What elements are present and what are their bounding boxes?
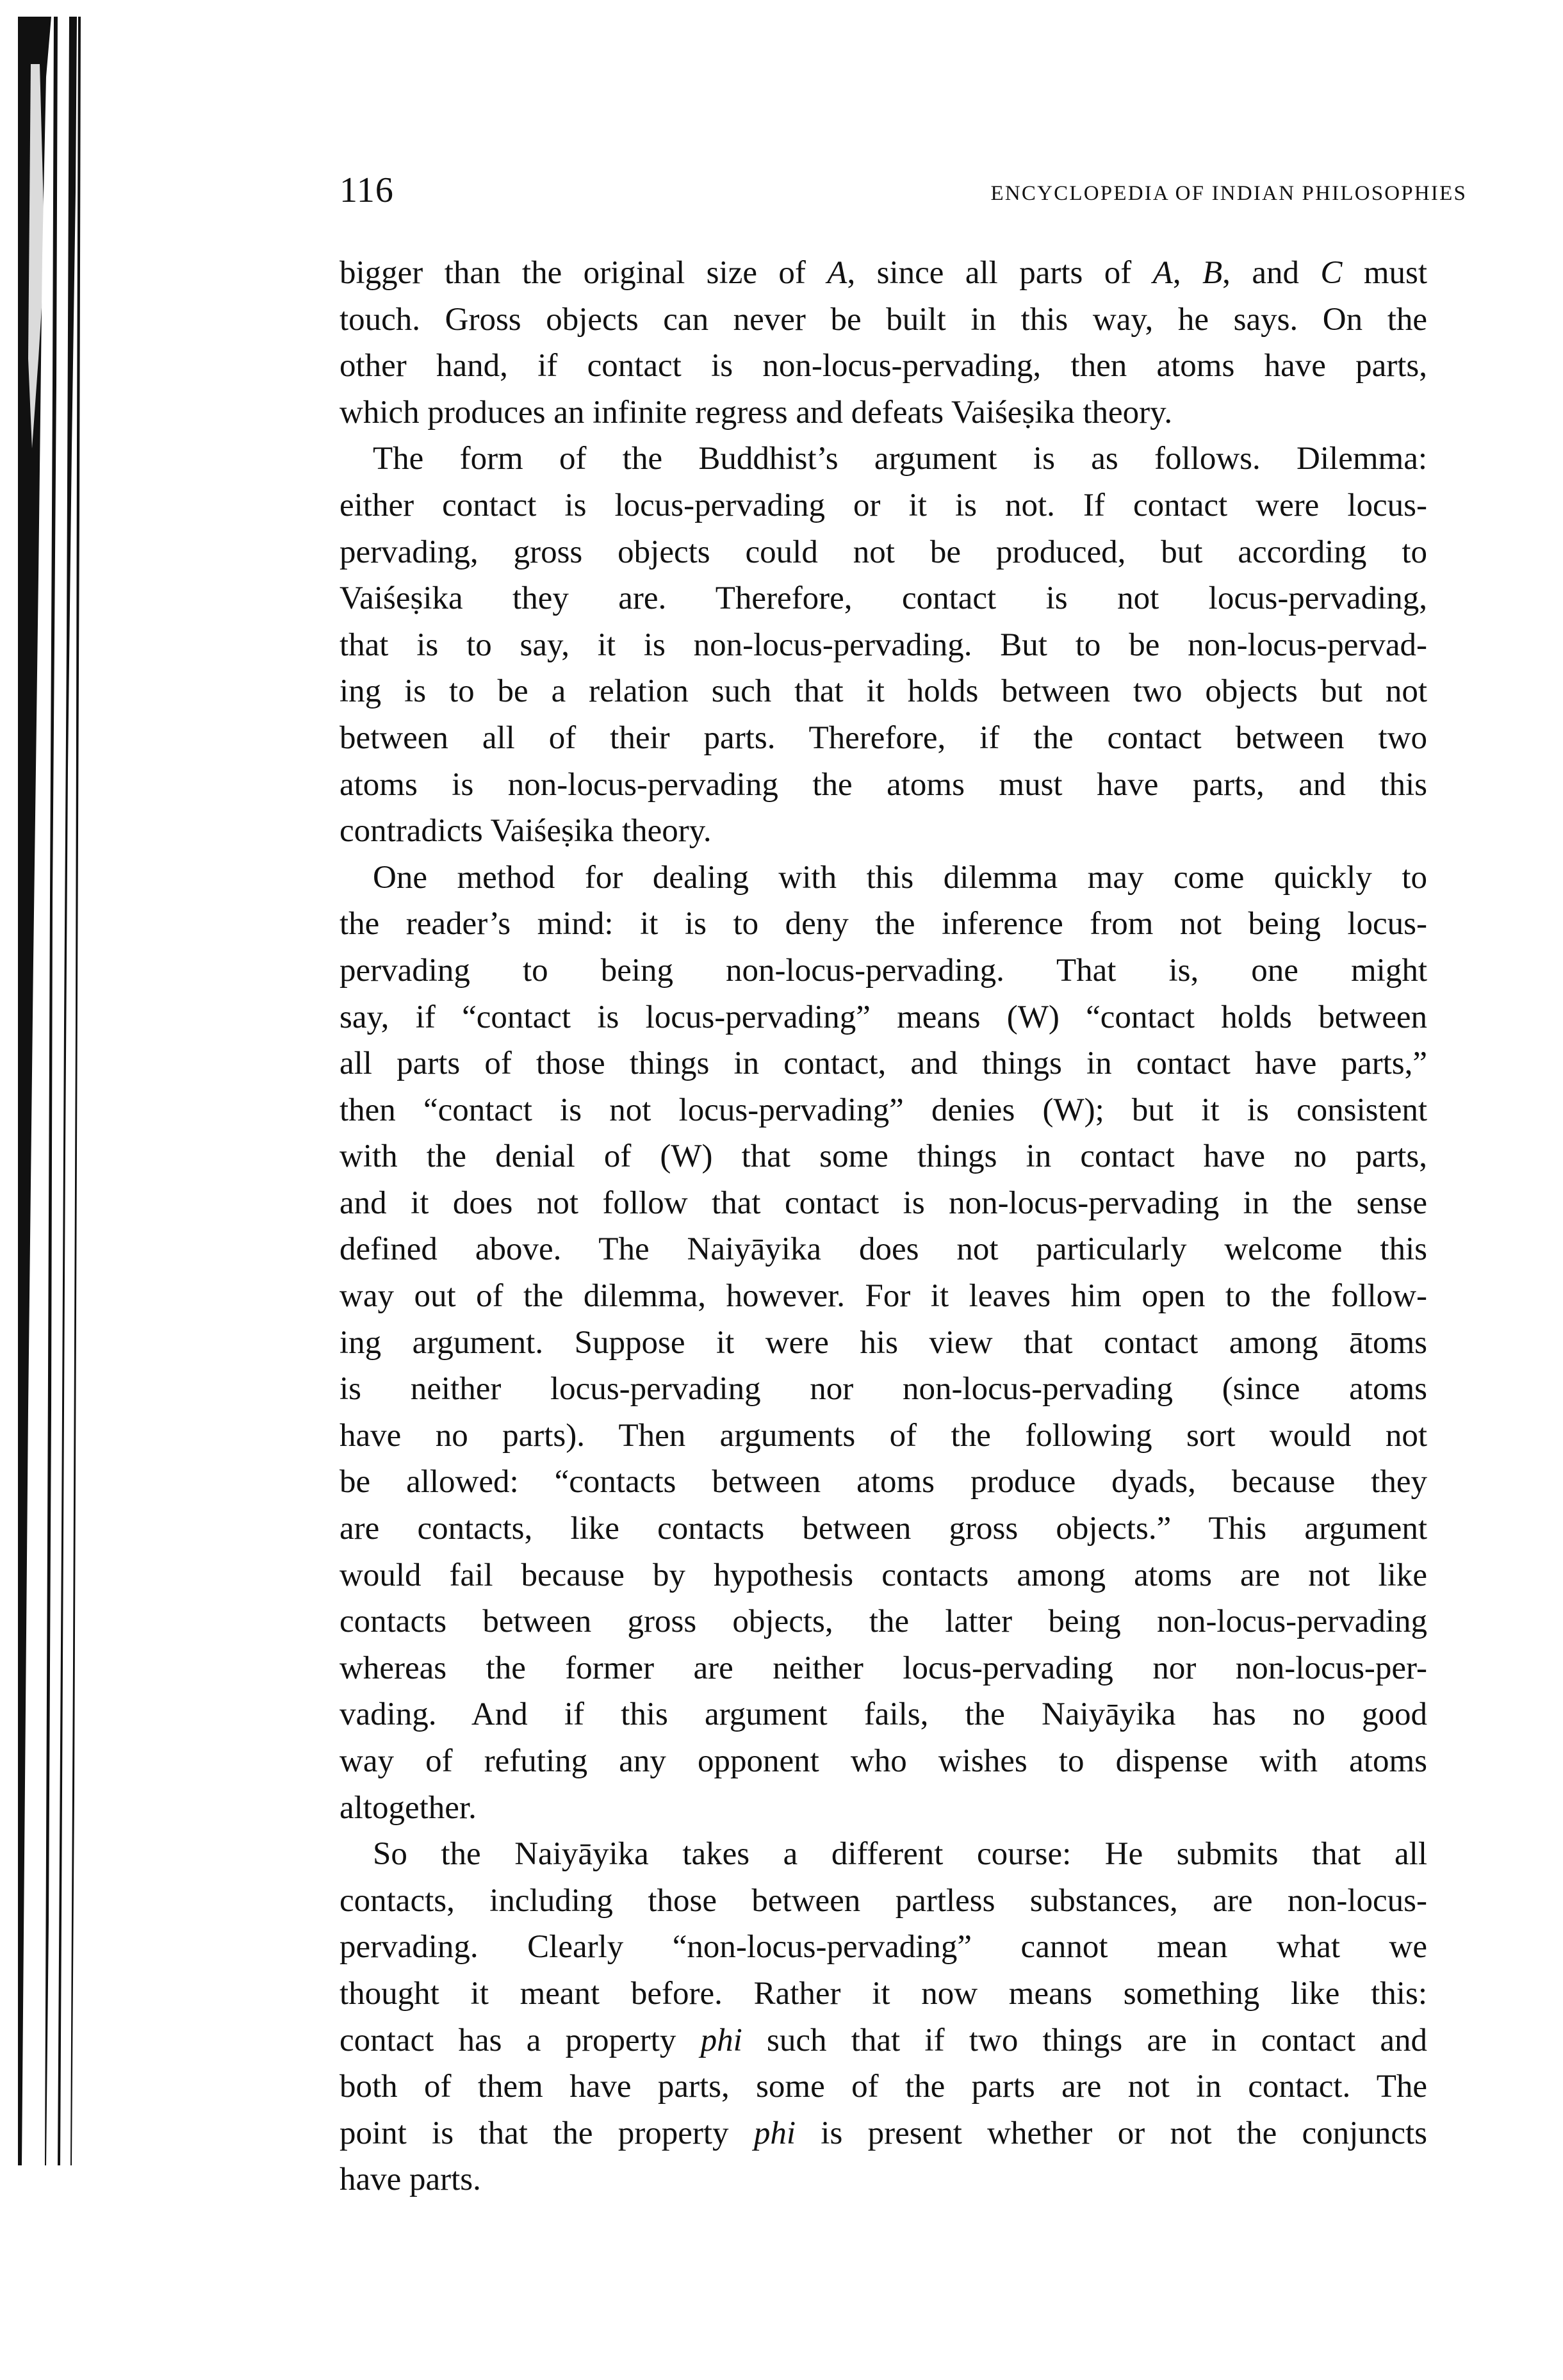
text-line: have parts. xyxy=(340,2162,481,2198)
text-line: contacts, including those between partless substances, are non-locus- xyxy=(340,1882,1427,1919)
text-line: either contact is locus-pervading or it is not. If contact were locus- xyxy=(340,487,1427,523)
italic-term: C xyxy=(1320,255,1343,291)
text-line: both of them have parts, some of the parts are not in contact. The xyxy=(340,2069,1427,2105)
text-line: atoms is non-locus-pervading the atoms must have parts, and this xyxy=(340,766,1427,803)
text-line: whereas the former are neither locus-pervading nor non-locus-per- xyxy=(340,1650,1427,1686)
paragraph-3 xyxy=(340,855,1427,1831)
text-line: contact has a property phi such that if two things are in contact and xyxy=(340,2022,1428,2058)
italic-term: phi xyxy=(700,2022,742,2058)
text-line: ing is to be a relation such that it holds between two objects but not xyxy=(340,673,1427,710)
text-line: pervading, gross objects could not be produced, but according to xyxy=(340,534,1427,570)
text-line: other hand, if contact is non-locus-pervading, then atoms have parts, xyxy=(340,348,1427,384)
text-line: way out of the dilemma, however. For it leaves him open to the follow- xyxy=(340,1278,1427,1315)
text-line: point is that the property phi is present whether or not the conjuncts xyxy=(340,2115,1427,2151)
book-binding-shadow xyxy=(0,0,90,2380)
text-line: ing argument. Suppose it were his view that contact among ātoms xyxy=(340,1324,1427,1361)
text-line: contacts between gross objects, the latter being non-locus-pervading xyxy=(340,1604,1427,1640)
running-head-title: ENCYCLOPEDIA OF INDIAN PHILOSOPHIES xyxy=(990,182,1467,205)
text-line: way of refuting any opponent who wishes to dispense with atoms xyxy=(340,1743,1427,1779)
text-line: defined above. The Naiyāyika does not particularly welcome this xyxy=(340,1231,1427,1268)
text-line: altogether. xyxy=(340,1789,477,1826)
paragraph-4 xyxy=(340,1831,1427,2203)
text-line: and it does not follow that contact is non-locus-pervading in the sense xyxy=(340,1185,1427,1221)
text-line: say, if “contact is locus-pervading” means (W) “contact holds between xyxy=(340,999,1427,1035)
text-line: with the denial of (W) that some things in contact have no parts, xyxy=(340,1138,1427,1175)
text-line: So the Naiyāyika takes a different course: He submits that all xyxy=(373,1836,1427,1873)
text-line: pervading. Clearly “non-locus-pervading” cannot mean what we xyxy=(340,1929,1427,1966)
paragraph-2 xyxy=(340,436,1427,854)
text-line: the reader’s mind: it is to deny the inference from not being locus- xyxy=(340,906,1427,942)
text-line: are contacts, like contacts between gross objects.” This argument xyxy=(340,1511,1427,1547)
text-line: Vaiśeṣika they are. Therefore, contact is not locus-pervading, xyxy=(340,580,1427,617)
body-text xyxy=(340,250,1427,2203)
italic-term: A xyxy=(1152,255,1173,291)
text-line: thought it meant before. Rather it now means something like this: xyxy=(340,1975,1427,2012)
italic-term: A xyxy=(827,255,847,291)
text-line: is neither locus-pervading nor non-locus-pervading (since atoms xyxy=(340,1371,1427,1407)
italic-term: B xyxy=(1202,255,1223,291)
italic-term: phi xyxy=(753,2115,796,2151)
text-line: have no parts). Then arguments of the following sort would not xyxy=(340,1417,1427,1454)
text-line: all parts of those things in contact, and things in contact have parts,” xyxy=(340,1046,1427,1082)
paragraph-1 xyxy=(340,250,1427,436)
text-line: that is to say, it is non-locus-pervading. But to be non-locus-pervad- xyxy=(340,627,1427,663)
text-line: pervading to being non-locus-pervading. That is, one might xyxy=(340,952,1427,989)
text-line: One method for dealing with this dilemma may come quickly to xyxy=(373,859,1427,896)
text-line: contradicts Vaiśeṣika theory. xyxy=(340,813,712,849)
text-line: be allowed: “contacts between atoms produce dyads, because they xyxy=(340,1464,1427,1500)
text-line: which produces an infinite regress and defeats Vaiśeṣika theory. xyxy=(340,394,1173,431)
text-line: bigger than the original size of A, since all parts of A, B, and C must xyxy=(340,255,1428,291)
text-line: The form of the Buddhist’s argument is as follows. Dilemma: xyxy=(373,441,1427,477)
text-line: touch. Gross objects can never be built in this way, he says. On the xyxy=(340,301,1427,338)
running-head xyxy=(340,168,1467,213)
text-line: then “contact is not locus-pervading” denies (W); but it is consistent xyxy=(340,1092,1427,1128)
page-number: 116 xyxy=(340,170,394,210)
text-line: between all of their parts. Therefore, if the contact between two xyxy=(340,719,1427,756)
text-line: vading. And if this argument fails, the Naiyāyika has no good xyxy=(340,1696,1427,1733)
text-line: would fail because by hypothesis contacts among atoms are not like xyxy=(340,1557,1427,1593)
